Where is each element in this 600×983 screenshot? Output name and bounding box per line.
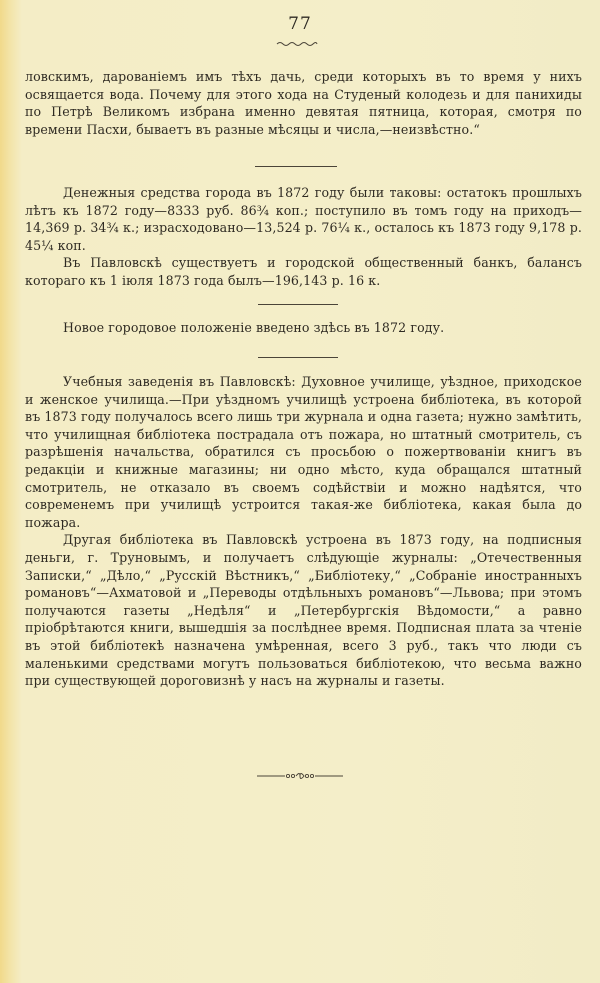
intro-paragraph: ловскимъ, дарованіемъ имъ тѣхъ дачь, среди которыхъ въ то время у нихъ освящается вода. Почему для этого хода на Студеный колодезь и для панихиды по Петрѣ Великомъ избрана именно девятая пятница, которая, смотря по времени Пасхи, бываетъ въ разные мѣсяцы и числа,—неизвѣстно.“ <box>25 69 582 137</box>
intro-section <box>25 68 582 138</box>
section-divider <box>258 304 338 305</box>
section-divider <box>255 166 337 167</box>
city-statute-paragraph: Новое городовое положеніе введено здѣсь въ 1872 году. <box>63 320 445 335</box>
page-number: 77 <box>288 14 312 34</box>
city-statute-section <box>25 319 582 337</box>
finances-paragraph: Денежныя средства города въ 1872 году были таковы: остатокъ прошлыхъ лѣтъ къ 1872 году—8333 руб. 86¾ коп.; поступило въ томъ году на приходъ—14,369 р. 34¾ к.; израсходовано—13,524 р. 76¼ к., осталось къ 1873 году 9,178 р. 45¼ коп. <box>25 185 582 253</box>
page-number-flourish-icon <box>276 41 318 47</box>
section-divider <box>258 357 338 358</box>
school-library-paragraph: Учебныя заведенія въ Павловскѣ: Духовное училище, уѣздное, приходское и женское училища.—При уѣздномъ училищѣ устроена библіотека, въ которой въ 1873 году получалось всего лишь три журнала и одна газета; нужно замѣтить, что училищная библіотека пострадала отъ пожара, но штатный смотритель, съ разрѣшенія начальства, обратился съ просьбою о пожертвованіи книгъ въ редакціи и книжные магазины; ни одно мѣсто, куда обращался штатный смотритель, не отказало въ своемъ содѣйствіи и можно надѣятся, что современемъ при училищѣ устроится такая-же библіотека, какая была до пожара. <box>25 374 582 530</box>
finances-section <box>25 184 582 290</box>
end-ornament-icon <box>255 771 345 781</box>
education-section <box>25 373 582 690</box>
public-library-paragraph: Другая библіотека въ Павловскѣ устроена въ 1873 году, на подписныя деньги, г. Труновымъ, и получаетъ слѣдующіе журналы: „Отечественныя Записки,“ „Дѣло,“ „Русскій Вѣстникъ,“ „Библіотеку,“ „Собраніе иностранныхъ романовъ“—Ахматовой и „Переводы отдѣльныхъ романовъ“—Львова; при этомъ получаются газеты „Недѣля“ и „Петербургскія Вѣдомости,“ а равно пріобрѣтаются книги, вышедшія за послѣднее время. Подписная плата за чтеніе въ этой библіотекѣ назначена умѣренная, всего 3 руб., такъ что люди съ маленькими средствами могутъ пользоваться библіотекою, что весьма важно при существующей дороговизнѣ у насъ на журналы и газеты. <box>25 532 582 689</box>
bank-paragraph: Въ Павловскѣ существуетъ и городской общественный банкъ, балансъ котораго къ 1 іюля 1873 года былъ—196,143 р. 16 к. <box>25 255 582 288</box>
